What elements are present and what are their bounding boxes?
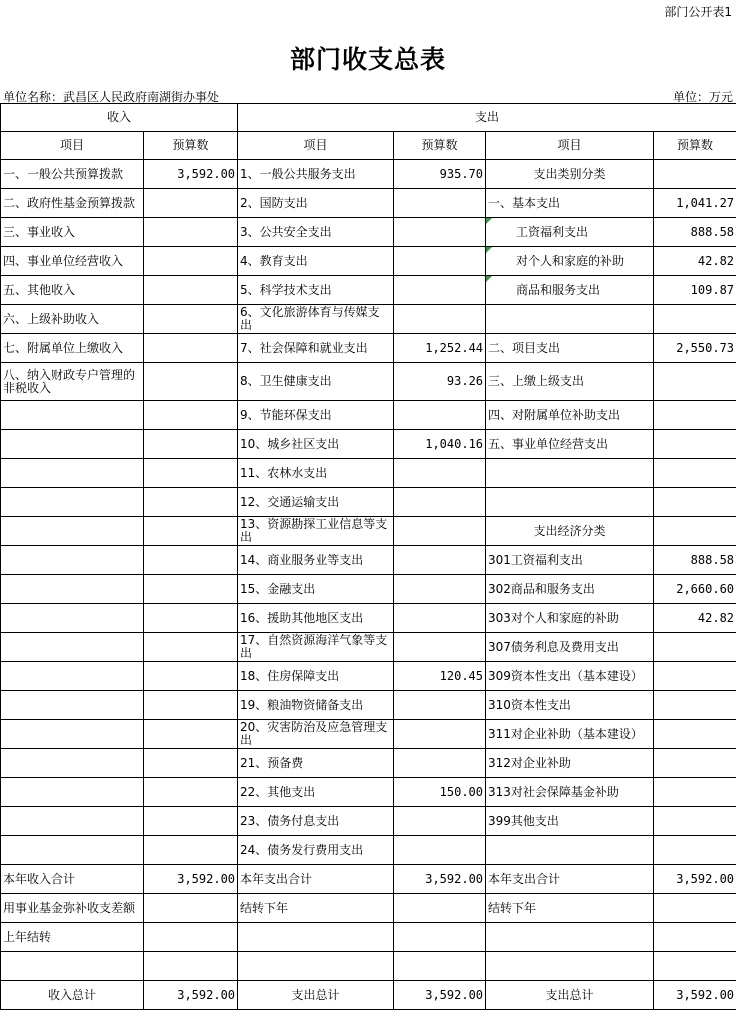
category-cell: 工资福利支出 bbox=[486, 218, 654, 247]
expense-cell: 13、资源勘探工业信息等支出 bbox=[238, 517, 394, 546]
income-amount bbox=[144, 923, 238, 952]
income-cell bbox=[1, 662, 144, 691]
table-row bbox=[1, 952, 736, 981]
expense-cell: 19、粮油物资储备支出 bbox=[238, 691, 394, 720]
income-amount: 3,592.00 bbox=[144, 865, 238, 894]
income-amount bbox=[144, 633, 238, 662]
income-cell bbox=[1, 807, 144, 836]
income-budget-header: 预算数 bbox=[144, 132, 238, 160]
income-amount bbox=[144, 691, 238, 720]
expense-amount bbox=[394, 894, 486, 923]
table-row bbox=[1, 720, 736, 749]
cell-note-marker-icon bbox=[486, 218, 492, 224]
table-row bbox=[1, 807, 736, 836]
expense-amount bbox=[394, 749, 486, 778]
category-cell: 支出总计 bbox=[486, 981, 654, 1010]
category-cell: 五、事业单位经营支出 bbox=[486, 430, 654, 459]
cell-note-marker-icon bbox=[486, 247, 492, 253]
expense-cell: 11、农林水支出 bbox=[238, 459, 394, 488]
table-row bbox=[1, 276, 736, 305]
expense-amount bbox=[394, 305, 486, 334]
expense-amount: 3,592.00 bbox=[394, 865, 486, 894]
income-amount: 3,592.00 bbox=[144, 160, 238, 189]
expense-cell bbox=[238, 952, 394, 981]
category-amount bbox=[654, 691, 736, 720]
table-row bbox=[1, 865, 736, 894]
income-cell bbox=[1, 430, 144, 459]
income-cell: 三、事业收入 bbox=[1, 218, 144, 247]
expense-cell: 16、援助其他地区支出 bbox=[238, 604, 394, 633]
expense-item-header: 项目 bbox=[238, 132, 394, 160]
income-amount bbox=[144, 459, 238, 488]
expense-amount: 93.26 bbox=[394, 363, 486, 401]
expense-budget-header: 预算数 bbox=[394, 132, 486, 160]
category-cell bbox=[486, 305, 654, 334]
income-amount bbox=[144, 276, 238, 305]
expense-amount bbox=[394, 807, 486, 836]
category-cell: 结转下年 bbox=[486, 894, 654, 923]
income-amount bbox=[144, 363, 238, 401]
expense-cell: 9、节能环保支出 bbox=[238, 401, 394, 430]
expense-amount bbox=[394, 218, 486, 247]
category-amount: 888.58 bbox=[654, 218, 736, 247]
income-cell bbox=[1, 517, 144, 546]
form-number: 部门公开表1 bbox=[664, 5, 732, 19]
category-cell: 302商品和服务支出 bbox=[486, 575, 654, 604]
category-cell bbox=[486, 459, 654, 488]
category-amount bbox=[654, 807, 736, 836]
category-amount: 2,660.60 bbox=[654, 575, 736, 604]
page-title: 部门收支总表 bbox=[289, 45, 446, 74]
column-header-row bbox=[1, 132, 736, 160]
table-row bbox=[1, 459, 736, 488]
category-cell: 307债务利息及费用支出 bbox=[486, 633, 654, 662]
category-amount bbox=[654, 160, 736, 189]
expense-cell: 18、住房保障支出 bbox=[238, 662, 394, 691]
table-row bbox=[1, 546, 736, 575]
expense-cell: 支出总计 bbox=[238, 981, 394, 1010]
expense-cell: 24、债务发行费用支出 bbox=[238, 836, 394, 865]
table-row bbox=[1, 363, 736, 401]
income-amount bbox=[144, 662, 238, 691]
category-amount bbox=[654, 401, 736, 430]
income-amount bbox=[144, 604, 238, 633]
income-cell bbox=[1, 778, 144, 807]
income-amount bbox=[144, 720, 238, 749]
income-amount bbox=[144, 218, 238, 247]
category-amount: 42.82 bbox=[654, 247, 736, 276]
income-cell bbox=[1, 604, 144, 633]
expense-amount bbox=[394, 604, 486, 633]
income-cell: 用事业基金弥补收支差额 bbox=[1, 894, 144, 923]
category-cell: 301工资福利支出 bbox=[486, 546, 654, 575]
table-row bbox=[1, 981, 736, 1010]
expense-amount bbox=[394, 488, 486, 517]
expense-cell: 22、其他支出 bbox=[238, 778, 394, 807]
expense-cell: 本年支出合计 bbox=[238, 865, 394, 894]
income-cell: 五、其他收入 bbox=[1, 276, 144, 305]
expense-cell: 23、债务付息支出 bbox=[238, 807, 394, 836]
expense-amount: 1,252.44 bbox=[394, 334, 486, 363]
income-cell: 六、上级补助收入 bbox=[1, 305, 144, 334]
category-amount bbox=[654, 894, 736, 923]
category-amount: 3,592.00 bbox=[654, 865, 736, 894]
category-amount: 109.87 bbox=[654, 276, 736, 305]
category-cell: 二、项目支出 bbox=[486, 334, 654, 363]
category-cell: 312对企业补助 bbox=[486, 749, 654, 778]
income-cell bbox=[1, 401, 144, 430]
unit-name: 单位名称：武昌区人民政府南湖街办事处 bbox=[3, 90, 220, 104]
income-amount bbox=[144, 517, 238, 546]
income-amount bbox=[144, 575, 238, 604]
table-row bbox=[1, 189, 736, 218]
category-budget-header: 预算数 bbox=[654, 132, 736, 160]
income-cell: 七、附属单位上缴收入 bbox=[1, 334, 144, 363]
expense-cell: 14、商业服务业等支出 bbox=[238, 546, 394, 575]
income-cell bbox=[1, 720, 144, 749]
income-amount bbox=[144, 488, 238, 517]
expense-amount: 150.00 bbox=[394, 778, 486, 807]
income-section-header: 收入 bbox=[1, 104, 238, 132]
table-row bbox=[1, 633, 736, 662]
income-cell: 收入总计 bbox=[1, 981, 144, 1010]
expense-cell: 7、社会保障和就业支出 bbox=[238, 334, 394, 363]
category-cell: 303对个人和家庭的补助 bbox=[486, 604, 654, 633]
category-amount bbox=[654, 430, 736, 459]
table-row bbox=[1, 334, 736, 363]
income-cell bbox=[1, 459, 144, 488]
category-cell: 399其他支出 bbox=[486, 807, 654, 836]
income-amount bbox=[144, 189, 238, 218]
income-cell bbox=[1, 691, 144, 720]
category-amount bbox=[654, 662, 736, 691]
category-amount bbox=[654, 720, 736, 749]
category-cell: 对个人和家庭的补助 bbox=[486, 247, 654, 276]
expense-cell: 2、国防支出 bbox=[238, 189, 394, 218]
expense-amount bbox=[394, 247, 486, 276]
table-row bbox=[1, 894, 736, 923]
expense-cell: 1、一般公共服务支出 bbox=[238, 160, 394, 189]
income-cell bbox=[1, 575, 144, 604]
expense-cell: 8、卫生健康支出 bbox=[238, 363, 394, 401]
expense-cell: 结转下年 bbox=[238, 894, 394, 923]
income-cell bbox=[1, 546, 144, 575]
category-amount bbox=[654, 836, 736, 865]
section-header-row bbox=[1, 104, 736, 132]
category-cell bbox=[486, 488, 654, 517]
expense-amount bbox=[394, 575, 486, 604]
income-cell bbox=[1, 749, 144, 778]
expense-cell: 12、交通运输支出 bbox=[238, 488, 394, 517]
income-cell: 一、一般公共预算拨款 bbox=[1, 160, 144, 189]
expense-cell: 17、自然资源海洋气象等支出 bbox=[238, 633, 394, 662]
expense-amount bbox=[394, 633, 486, 662]
income-amount bbox=[144, 807, 238, 836]
table-row bbox=[1, 305, 736, 334]
expense-amount bbox=[394, 517, 486, 546]
income-amount bbox=[144, 401, 238, 430]
income-cell: 上年结转 bbox=[1, 923, 144, 952]
category-cell: 313对社会保障基金补助 bbox=[486, 778, 654, 807]
expense-cell: 21、预备费 bbox=[238, 749, 394, 778]
expense-amount bbox=[394, 720, 486, 749]
income-amount bbox=[144, 305, 238, 334]
category-amount: 42.82 bbox=[654, 604, 736, 633]
table-row bbox=[1, 662, 736, 691]
category-amount bbox=[654, 517, 736, 546]
expense-amount: 120.45 bbox=[394, 662, 486, 691]
category-amount bbox=[654, 459, 736, 488]
income-amount bbox=[144, 546, 238, 575]
table-row bbox=[1, 575, 736, 604]
category-amount: 888.58 bbox=[654, 546, 736, 575]
category-amount bbox=[654, 305, 736, 334]
category-amount bbox=[654, 633, 736, 662]
category-cell bbox=[486, 836, 654, 865]
table-row bbox=[1, 604, 736, 633]
category-cell: 三、上缴上级支出 bbox=[486, 363, 654, 401]
income-amount bbox=[144, 334, 238, 363]
category-cell: 本年支出合计 bbox=[486, 865, 654, 894]
category-cell: 310资本性支出 bbox=[486, 691, 654, 720]
expense-amount bbox=[394, 836, 486, 865]
table-row bbox=[1, 430, 736, 459]
category-cell: 支出经济分类 bbox=[486, 517, 654, 546]
cell-note-marker-icon bbox=[486, 276, 492, 282]
category-amount bbox=[654, 363, 736, 401]
category-cell: 一、基本支出 bbox=[486, 189, 654, 218]
category-amount: 1,041.27 bbox=[654, 189, 736, 218]
income-amount bbox=[144, 430, 238, 459]
category-amount bbox=[654, 778, 736, 807]
expense-cell bbox=[238, 923, 394, 952]
category-amount bbox=[654, 923, 736, 952]
income-amount bbox=[144, 894, 238, 923]
category-amount bbox=[654, 952, 736, 981]
income-amount bbox=[144, 778, 238, 807]
expense-cell: 4、教育支出 bbox=[238, 247, 394, 276]
expense-cell: 15、金融支出 bbox=[238, 575, 394, 604]
income-cell bbox=[1, 488, 144, 517]
category-amount: 2,550.73 bbox=[654, 334, 736, 363]
category-cell: 309资本性支出（基本建设） bbox=[486, 662, 654, 691]
category-amount bbox=[654, 488, 736, 517]
expense-cell: 20、灾害防治及应急管理支出 bbox=[238, 720, 394, 749]
table-row bbox=[1, 401, 736, 430]
table-row bbox=[1, 691, 736, 720]
income-amount bbox=[144, 836, 238, 865]
income-amount bbox=[144, 247, 238, 276]
category-cell bbox=[486, 952, 654, 981]
currency-unit: 单位：万元 bbox=[672, 90, 733, 104]
expense-amount bbox=[394, 691, 486, 720]
category-amount: 3,592.00 bbox=[654, 981, 736, 1010]
expense-cell: 3、公共安全支出 bbox=[238, 218, 394, 247]
income-cell bbox=[1, 952, 144, 981]
expense-section-header: 支出 bbox=[238, 104, 736, 132]
table-row bbox=[1, 218, 736, 247]
expense-amount bbox=[394, 923, 486, 952]
income-cell bbox=[1, 633, 144, 662]
expense-amount bbox=[394, 189, 486, 218]
table-row bbox=[1, 836, 736, 865]
income-item-header: 项目 bbox=[1, 132, 144, 160]
table-row bbox=[1, 778, 736, 807]
income-amount bbox=[144, 749, 238, 778]
table-row bbox=[1, 488, 736, 517]
category-item-header: 项目 bbox=[486, 132, 654, 160]
expense-amount bbox=[394, 459, 486, 488]
expense-amount: 1,040.16 bbox=[394, 430, 486, 459]
income-cell: 四、事业单位经营收入 bbox=[1, 247, 144, 276]
expense-amount bbox=[394, 401, 486, 430]
category-cell bbox=[486, 923, 654, 952]
category-cell: 四、对附属单位补助支出 bbox=[486, 401, 654, 430]
table-row bbox=[1, 749, 736, 778]
expense-amount bbox=[394, 546, 486, 575]
income-cell: 八、纳入财政专户管理的非税收入 bbox=[1, 363, 144, 401]
income-cell: 本年收入合计 bbox=[1, 865, 144, 894]
expense-cell: 10、城乡社区支出 bbox=[238, 430, 394, 459]
income-amount: 3,592.00 bbox=[144, 981, 238, 1010]
expense-amount bbox=[394, 952, 486, 981]
expense-amount: 3,592.00 bbox=[394, 981, 486, 1010]
budget-summary-table bbox=[0, 103, 736, 1010]
table-row bbox=[1, 517, 736, 546]
expense-cell: 6、文化旅游体育与传媒支出 bbox=[238, 305, 394, 334]
category-amount bbox=[654, 749, 736, 778]
income-amount bbox=[144, 952, 238, 981]
table-row bbox=[1, 247, 736, 276]
expense-amount: 935.70 bbox=[394, 160, 486, 189]
income-cell: 二、政府性基金预算拨款 bbox=[1, 189, 144, 218]
table-row bbox=[1, 923, 736, 952]
expense-amount bbox=[394, 276, 486, 305]
income-cell bbox=[1, 836, 144, 865]
category-cell: 311对企业补助（基本建设） bbox=[486, 720, 654, 749]
expense-cell: 5、科学技术支出 bbox=[238, 276, 394, 305]
category-cell: 商品和服务支出 bbox=[486, 276, 654, 305]
table-row bbox=[1, 160, 736, 189]
category-cell: 支出类别分类 bbox=[486, 160, 654, 189]
